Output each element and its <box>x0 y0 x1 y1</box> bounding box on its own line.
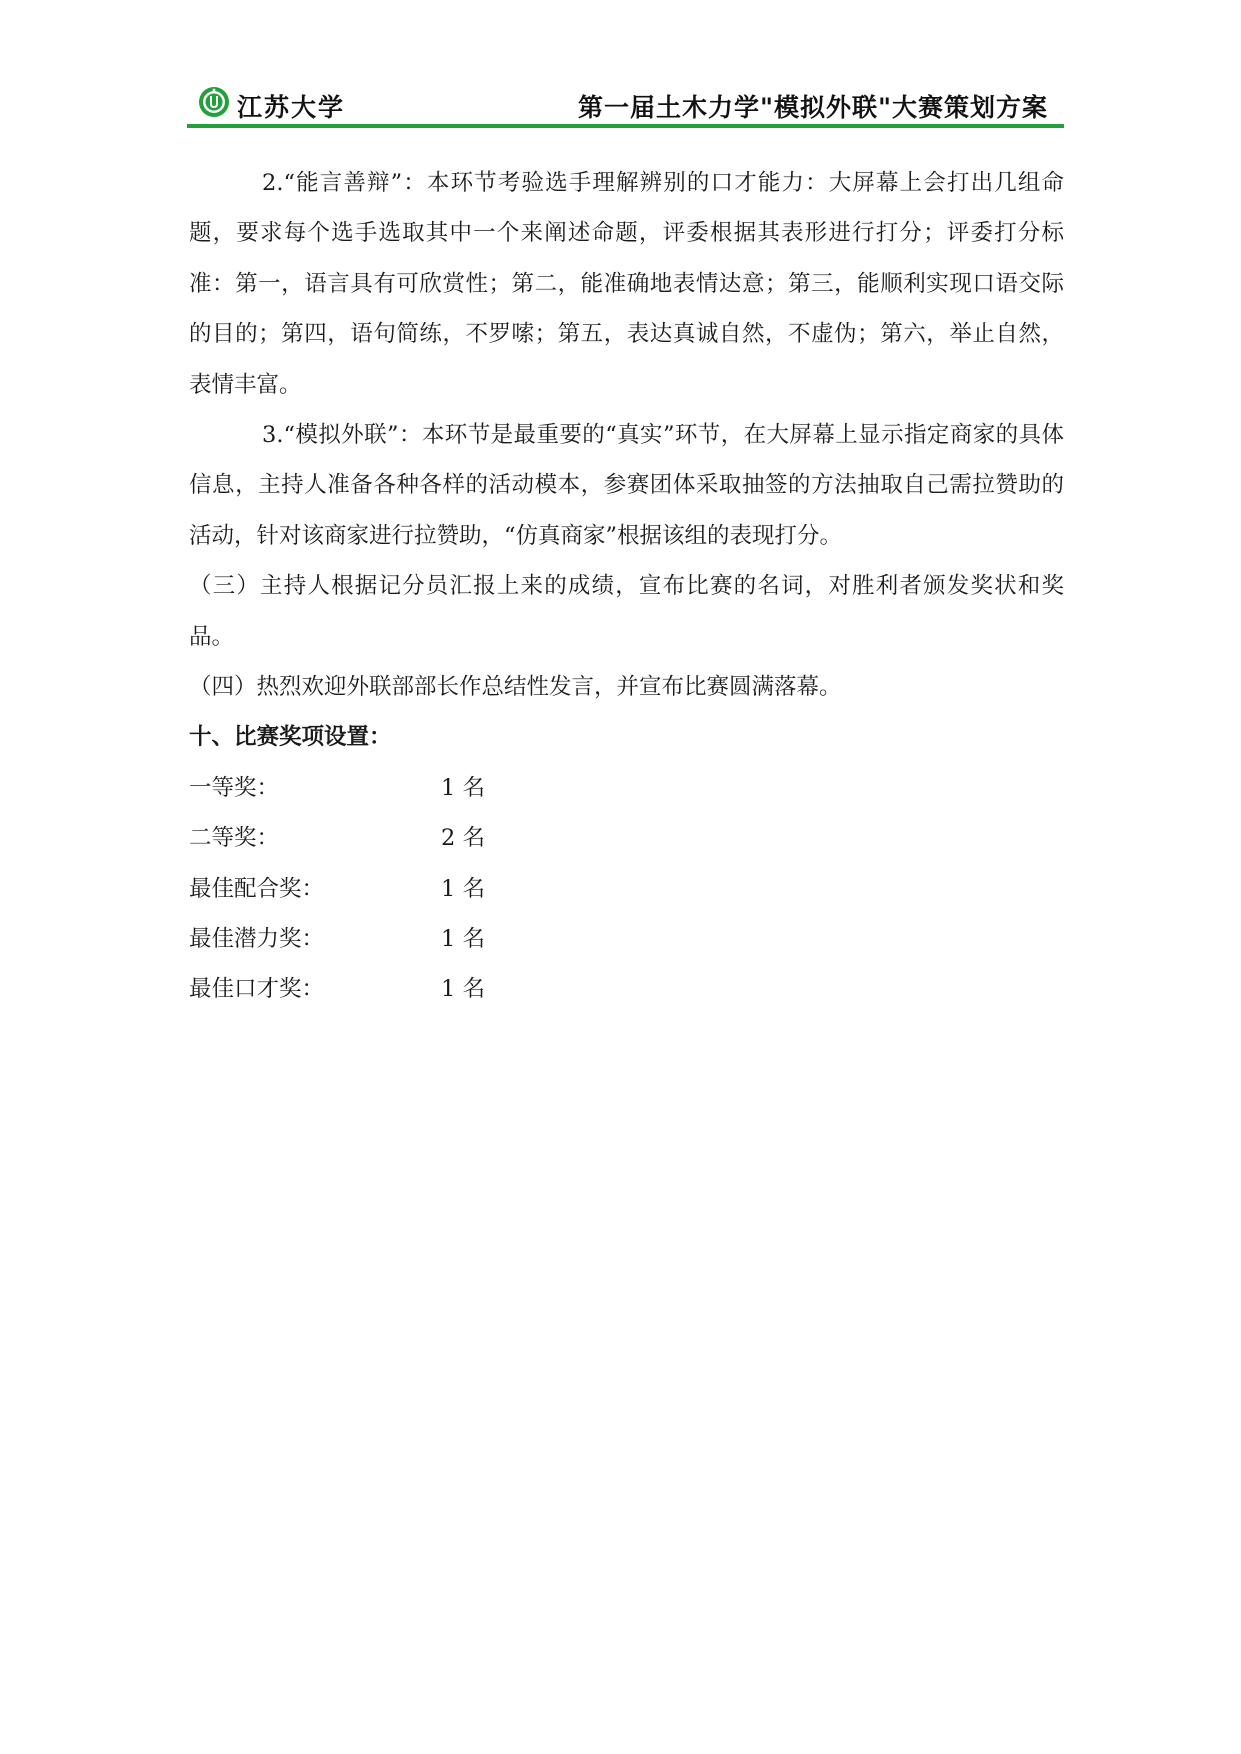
award-name: 一等奖： <box>189 774 280 801</box>
award-name: 最佳潜力奖： <box>189 926 325 953</box>
award-count: 1 名 <box>441 774 485 801</box>
award-row <box>189 964 1064 1014</box>
page-header <box>187 82 1064 128</box>
award-row <box>189 864 1064 914</box>
award-name: 最佳配合奖： <box>189 875 325 902</box>
award-count: 1 名 <box>441 926 485 953</box>
paragraph-step-3: （三）主持人根据记分员汇报上来的成绩，宣布比赛的名词，对胜利者颁发奖状和奖品。 <box>189 573 1064 650</box>
award-count: 1 名 <box>441 875 485 902</box>
award-row <box>189 813 1064 863</box>
award-name: 最佳口才奖： <box>189 976 325 1003</box>
document-body <box>189 158 1064 1015</box>
award-row <box>189 763 1064 813</box>
award-count: 1 名 <box>441 976 485 1003</box>
award-count: 2 名 <box>441 825 485 852</box>
paragraph-round-2: 2.“能言善辩”：本环节考验选手理解辨别的口才能力：大屏幕上会打出几组命题，要求每个选手选取其中一个来阐述命题，评委根据其表形进行打分；评委打分标准：第一，语言具有可欣赏性；第二，能准确地表情达意；第三，能顺利实现口语交际的目的；第四，语句简练，不罗嗦；第五，表达真诚自然，不虚伪；第六，举止自然，表情丰富。 <box>189 170 1064 398</box>
award-row <box>189 914 1064 964</box>
paragraph-round-3: 3.“模拟外联”：本环节是最重要的“真实”环节，在大屏幕上显示指定商家的具体信息，主持人准备各种各样的活动模本，参赛团体采取抽签的方法抽取自己需拉赞助的活动，针对该商家进行拉赞助，“仿真商家”根据该组的表现打分。 <box>189 422 1064 549</box>
university-logo-icon <box>198 86 230 118</box>
award-name: 二等奖： <box>189 825 280 852</box>
header-divider <box>187 124 1064 128</box>
university-name: 江苏大学 <box>237 93 346 122</box>
document-title: 第一届土木力学"模拟外联"大赛策划方案 <box>577 93 1048 122</box>
paragraph-step-4: （四）热烈欢迎外联部部长作总结性发言，并宣布比赛圆满落幕。 <box>189 674 842 701</box>
awards-heading: 十、比赛奖项设置： <box>189 724 392 751</box>
